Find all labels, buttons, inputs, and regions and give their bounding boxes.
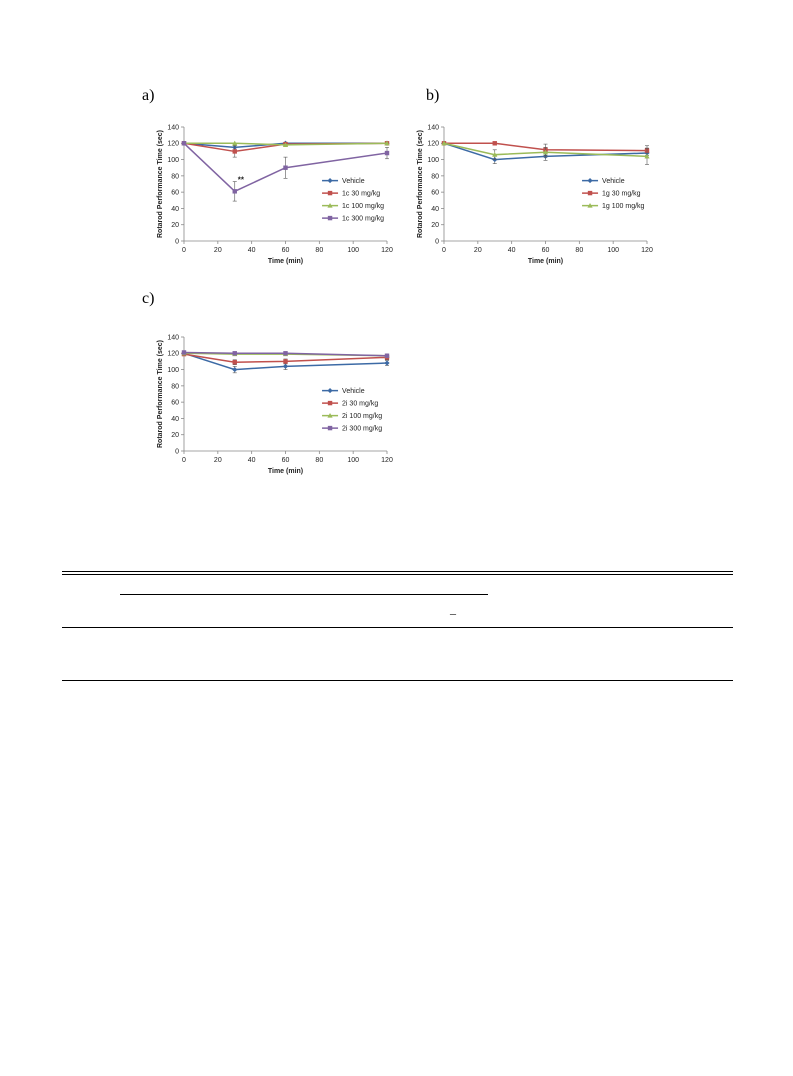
y-tick-label: 20 xyxy=(171,222,179,230)
y-tick-label: 120 xyxy=(167,140,179,148)
y-tick-label: 40 xyxy=(171,415,179,423)
x-axis-title: Time (min) xyxy=(527,258,564,265)
y-tick-label: 0 xyxy=(435,238,439,246)
data-point xyxy=(385,354,389,358)
x-tick-label: 80 xyxy=(315,247,324,254)
legend-label: 2i 30 mg/kg xyxy=(342,400,379,408)
data-point xyxy=(283,351,287,355)
legend-label: 1c 100 mg/kg xyxy=(342,203,385,211)
data-point xyxy=(493,141,497,145)
y-tick-label: 40 xyxy=(431,205,439,213)
chart-c xyxy=(150,320,400,485)
x-tick-label: 60 xyxy=(541,247,550,254)
significance-annotation: ** xyxy=(237,175,244,185)
legend-label: 1g 30 mg/kg xyxy=(602,190,641,198)
data-point xyxy=(182,350,186,354)
y-tick-label: 60 xyxy=(171,399,179,407)
x-tick-label: 20 xyxy=(213,247,222,254)
x-tick-label: 100 xyxy=(347,247,360,254)
y-tick-label: 20 xyxy=(171,432,179,440)
table-top-rule-2 xyxy=(62,574,733,575)
y-tick-label: 0 xyxy=(175,238,179,246)
y-tick-label: 80 xyxy=(431,173,439,181)
data-point xyxy=(233,351,237,355)
x-tick-label: 40 xyxy=(247,247,256,254)
y-tick-label: 40 xyxy=(171,205,179,213)
data-point xyxy=(233,189,237,193)
y-tick-label: 100 xyxy=(427,156,439,164)
data-point xyxy=(232,367,237,372)
y-tick-label: 100 xyxy=(167,366,179,374)
table-top-rule-1 xyxy=(62,571,733,572)
x-tick-label: 120 xyxy=(641,247,653,254)
panel-label-a: a) xyxy=(142,87,155,104)
y-tick-label: 100 xyxy=(167,156,179,164)
x-tick-label: 40 xyxy=(507,247,516,254)
x-tick-label: 60 xyxy=(281,247,290,254)
legend-swatch-marker xyxy=(327,178,332,183)
y-axis-title: Rotarod Performance Time (sec) xyxy=(157,339,164,449)
data-point xyxy=(233,149,237,153)
legend-swatch-marker xyxy=(328,191,332,195)
y-tick-label: 60 xyxy=(431,189,439,197)
table-bottom-rule xyxy=(62,680,733,681)
data-point xyxy=(283,364,288,369)
data-point xyxy=(182,141,186,145)
x-tick-label: 20 xyxy=(473,247,482,254)
table-header-rule xyxy=(62,627,733,628)
y-tick-label: 80 xyxy=(171,173,179,181)
x-tick-label: 80 xyxy=(315,457,324,464)
x-tick-label: 0 xyxy=(442,247,446,254)
y-tick-label: 60 xyxy=(171,189,179,197)
y-tick-label: 120 xyxy=(427,140,439,148)
data-point xyxy=(233,360,237,364)
y-axis-title: Rotarod Performance Time (sec) xyxy=(417,129,424,239)
legend-swatch-marker xyxy=(588,191,592,195)
legend-swatch-marker xyxy=(328,426,332,430)
chart-a xyxy=(150,110,400,275)
legend-label: 1g 100 mg/kg xyxy=(602,203,645,211)
panel-label-b: b) xyxy=(426,87,440,104)
x-tick-label: 100 xyxy=(607,247,620,254)
legend-label: 2i 300 mg/kg xyxy=(342,425,383,433)
x-axis-title: Time (min) xyxy=(267,258,304,265)
y-tick-label: 120 xyxy=(167,350,179,358)
x-tick-label: 60 xyxy=(281,457,290,464)
y-tick-label: 0 xyxy=(175,448,179,456)
legend-swatch-marker xyxy=(327,388,332,393)
legend-label: Vehicle xyxy=(602,178,625,186)
y-axis-title: Rotarod Performance Time (sec) xyxy=(157,129,164,239)
data-point xyxy=(385,151,389,155)
legend-swatch-marker xyxy=(587,178,592,183)
legend-swatch-marker xyxy=(328,401,332,405)
x-tick-label: 0 xyxy=(182,247,186,254)
data-point xyxy=(283,359,287,363)
x-tick-label: 120 xyxy=(381,457,393,464)
x-axis-title: Time (min) xyxy=(267,468,304,475)
legend-label: 2i 100 mg/kg xyxy=(342,413,383,421)
x-tick-label: 40 xyxy=(247,457,256,464)
data-point xyxy=(384,360,389,365)
legend-label: 1c 30 mg/kg xyxy=(342,190,381,198)
chart-b xyxy=(410,110,660,275)
table-group-rule xyxy=(120,594,488,595)
y-tick-label: 20 xyxy=(431,222,439,230)
legend-label: Vehicle xyxy=(342,388,365,396)
legend-label: 1c 300 mg/kg xyxy=(342,215,385,223)
data-point xyxy=(283,166,287,170)
x-tick-label: 0 xyxy=(182,457,186,464)
x-tick-label: 80 xyxy=(575,247,584,254)
x-tick-label: 20 xyxy=(213,457,222,464)
panel-label-c: c) xyxy=(142,290,155,307)
y-tick-label: 140 xyxy=(427,124,439,132)
x-tick-label: 120 xyxy=(381,247,393,254)
y-tick-label: 80 xyxy=(171,383,179,391)
x-tick-label: 100 xyxy=(347,457,360,464)
y-tick-label: 140 xyxy=(167,334,179,342)
legend-label: Vehicle xyxy=(342,178,365,186)
legend-swatch-marker xyxy=(328,216,332,220)
y-tick-label: 140 xyxy=(167,124,179,132)
table-underscore: _ xyxy=(450,602,456,616)
